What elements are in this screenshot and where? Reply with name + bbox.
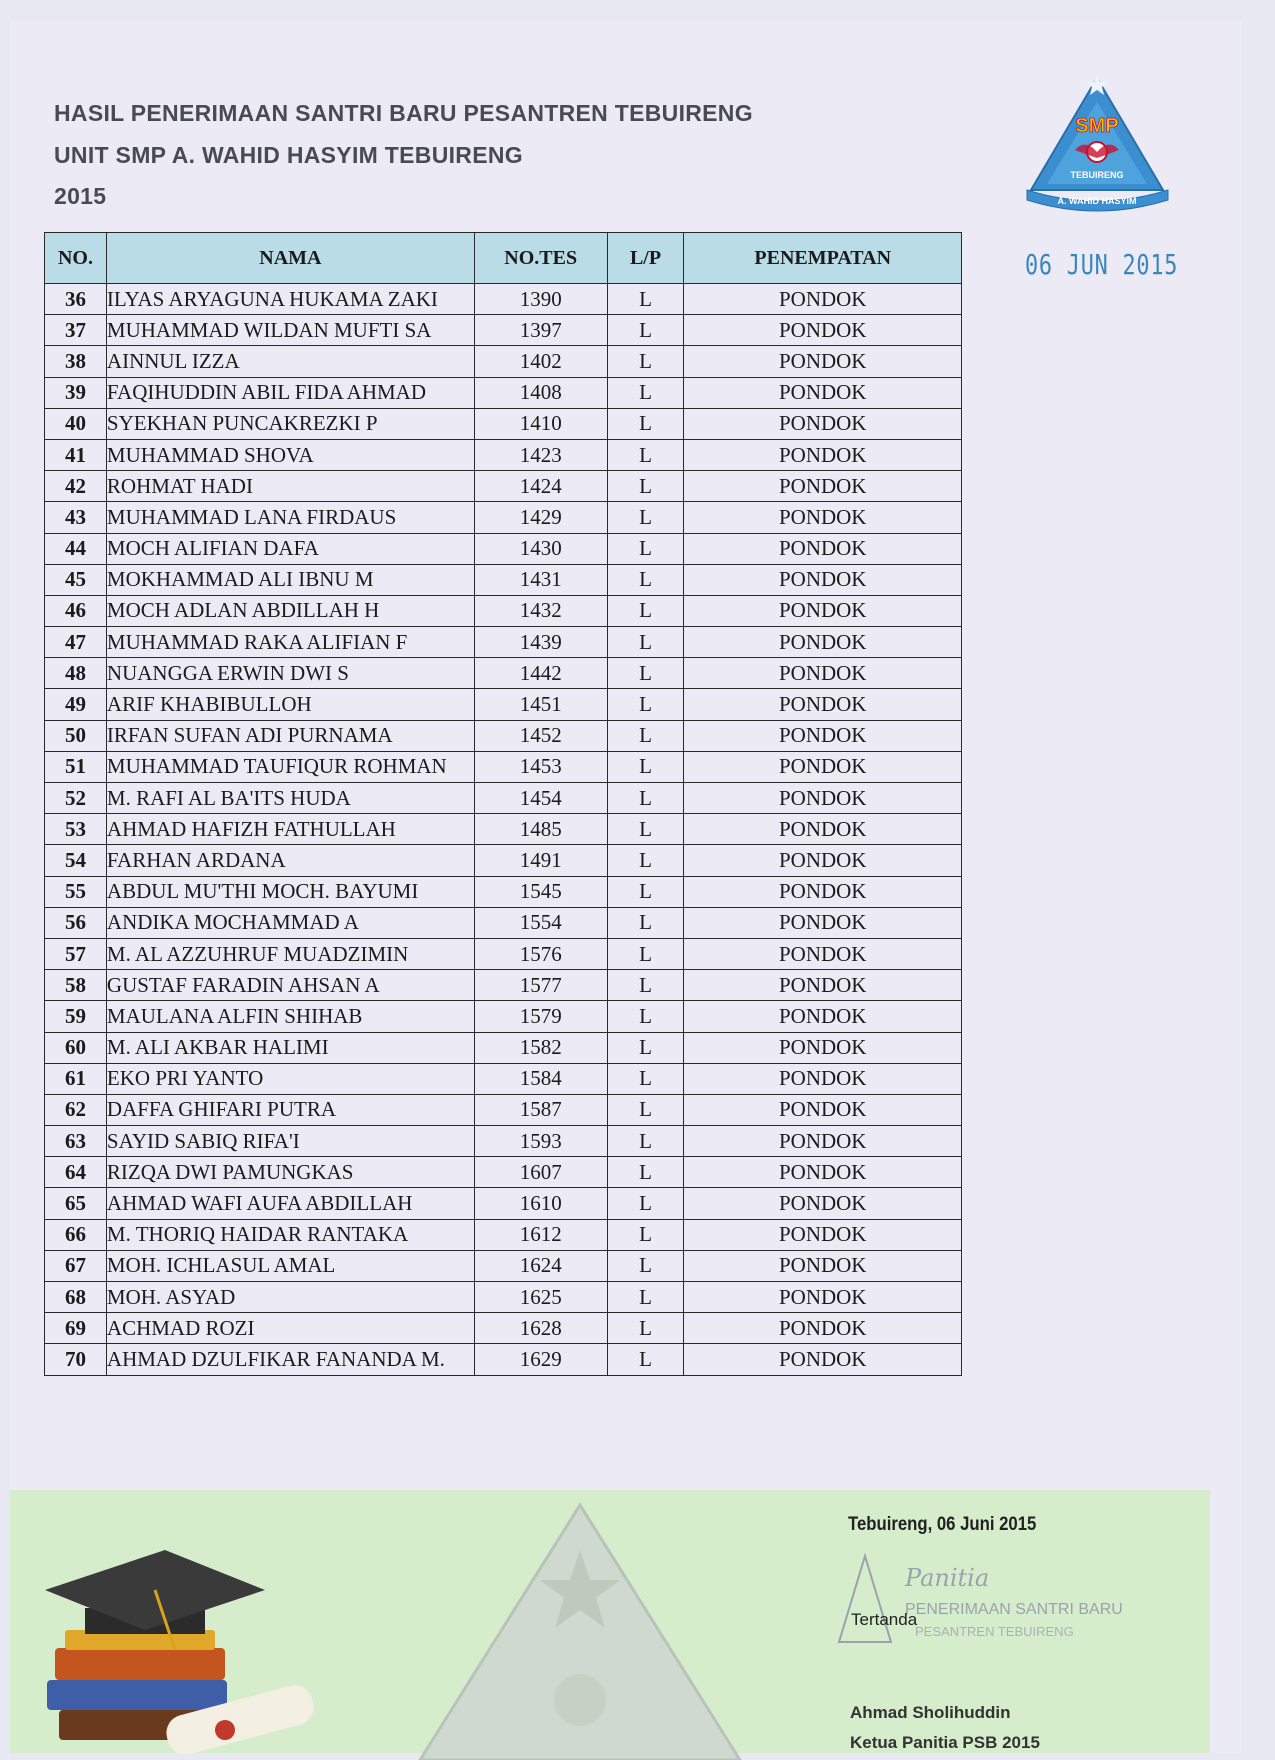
col-header-lp: L/P bbox=[607, 233, 684, 284]
placement: PONDOK bbox=[684, 689, 962, 720]
test-number: 1491 bbox=[474, 845, 607, 876]
student-name: AHMAD HAFIZH FATHULLAH bbox=[106, 814, 474, 845]
date-stamp: 06 JUN 2015 bbox=[1025, 248, 1179, 281]
row-number: 37 bbox=[45, 315, 107, 346]
placement: PONDOK bbox=[684, 595, 962, 626]
gender: L bbox=[607, 751, 684, 782]
test-number: 1454 bbox=[474, 783, 607, 814]
test-number: 1579 bbox=[474, 1001, 607, 1032]
test-number: 1612 bbox=[474, 1219, 607, 1250]
signature-label: Tertanda bbox=[851, 1610, 918, 1629]
placement: PONDOK bbox=[684, 377, 962, 408]
placement: PONDOK bbox=[684, 1001, 962, 1032]
gender: L bbox=[607, 876, 684, 907]
placement: PONDOK bbox=[684, 1188, 962, 1219]
placement: PONDOK bbox=[684, 751, 962, 782]
table-row bbox=[45, 970, 962, 1001]
row-number: 54 bbox=[45, 845, 107, 876]
table-row bbox=[45, 689, 962, 720]
books-graduation-illustration bbox=[25, 1530, 325, 1760]
row-number: 40 bbox=[45, 408, 107, 439]
test-number: 1442 bbox=[474, 658, 607, 689]
student-name: MUHAMMAD TAUFIQUR ROHMAN bbox=[106, 751, 474, 782]
student-name: ILYAS ARYAGUNA HUKAMA ZAKI bbox=[106, 284, 474, 315]
gender: L bbox=[607, 814, 684, 845]
gender: L bbox=[607, 1094, 684, 1125]
col-header-penempatan: PENEMPATAN bbox=[684, 233, 962, 284]
student-name: ROHMAT HADI bbox=[106, 471, 474, 502]
row-number: 41 bbox=[45, 439, 107, 470]
row-number: 66 bbox=[45, 1219, 107, 1250]
signer-role: Ketua Panitia PSB 2015 bbox=[850, 1733, 1040, 1752]
table-row bbox=[45, 751, 962, 782]
gender: L bbox=[607, 1126, 684, 1157]
table-row bbox=[45, 533, 962, 564]
placement: PONDOK bbox=[684, 627, 962, 658]
footer-banner bbox=[10, 1490, 1210, 1753]
placement: PONDOK bbox=[684, 1250, 962, 1281]
test-number: 1390 bbox=[474, 284, 607, 315]
test-number: 1431 bbox=[474, 564, 607, 595]
row-number: 59 bbox=[45, 1001, 107, 1032]
table-row bbox=[45, 346, 962, 377]
test-number: 1397 bbox=[474, 315, 607, 346]
table-row bbox=[45, 845, 962, 876]
document-subtitle: UNIT SMP A. WAHID HASYIM TEBUIRENG bbox=[54, 142, 523, 168]
student-name: M. ALI AKBAR HALIMI bbox=[106, 1032, 474, 1063]
placement: PONDOK bbox=[684, 284, 962, 315]
row-number: 63 bbox=[45, 1126, 107, 1157]
col-header-no: NO. bbox=[45, 233, 107, 284]
placement: PONDOK bbox=[684, 502, 962, 533]
row-number: 69 bbox=[45, 1313, 107, 1344]
placement: PONDOK bbox=[684, 876, 962, 907]
gender: L bbox=[607, 1001, 684, 1032]
placement: PONDOK bbox=[684, 845, 962, 876]
row-number: 62 bbox=[45, 1094, 107, 1125]
student-name: FAQIHUDDIN ABIL FIDA AHMAD bbox=[106, 377, 474, 408]
row-number: 55 bbox=[45, 876, 107, 907]
test-number: 1453 bbox=[474, 751, 607, 782]
test-number: 1432 bbox=[474, 595, 607, 626]
gender: L bbox=[607, 1157, 684, 1188]
row-number: 60 bbox=[45, 1032, 107, 1063]
placement: PONDOK bbox=[684, 1313, 962, 1344]
student-name: NUANGGA ERWIN DWI S bbox=[106, 658, 474, 689]
col-header-nama: NAMA bbox=[106, 233, 474, 284]
row-number: 61 bbox=[45, 1063, 107, 1094]
placement: PONDOK bbox=[684, 315, 962, 346]
placement: PONDOK bbox=[684, 564, 962, 595]
placement: PONDOK bbox=[684, 1063, 962, 1094]
table-row bbox=[45, 1032, 962, 1063]
col-header-notes: NO.TES bbox=[474, 233, 607, 284]
test-number: 1587 bbox=[474, 1094, 607, 1125]
table-row bbox=[45, 284, 962, 315]
gender: L bbox=[607, 1344, 684, 1375]
row-number: 70 bbox=[45, 1344, 107, 1375]
table-row bbox=[45, 1188, 962, 1219]
document-year: 2015 bbox=[54, 183, 107, 209]
table-row bbox=[45, 1157, 962, 1188]
table-row bbox=[45, 1001, 962, 1032]
signature-place-date: Tebuireng, 06 Juni 2015 bbox=[848, 1514, 1037, 1535]
student-name: MUHAMMAD RAKA ALIFIAN F bbox=[106, 627, 474, 658]
test-number: 1545 bbox=[474, 876, 607, 907]
table-row bbox=[45, 814, 962, 845]
placement: PONDOK bbox=[684, 658, 962, 689]
student-name: MOCH ALIFIAN DAFA bbox=[106, 533, 474, 564]
placement: PONDOK bbox=[684, 1126, 962, 1157]
gender: L bbox=[607, 564, 684, 595]
gender: L bbox=[607, 408, 684, 439]
gender: L bbox=[607, 377, 684, 408]
gender: L bbox=[607, 970, 684, 1001]
test-number: 1452 bbox=[474, 720, 607, 751]
student-name: M. RAFI AL BA'ITS HUDA bbox=[106, 783, 474, 814]
placement: PONDOK bbox=[684, 1094, 962, 1125]
row-number: 53 bbox=[45, 814, 107, 845]
placement: PONDOK bbox=[684, 970, 962, 1001]
table-row bbox=[45, 595, 962, 626]
gender: L bbox=[607, 346, 684, 377]
test-number: 1423 bbox=[474, 439, 607, 470]
table-row bbox=[45, 720, 962, 751]
gender: L bbox=[607, 907, 684, 938]
student-name: ACHMAD ROZI bbox=[106, 1313, 474, 1344]
student-name: ARIF KHABIBULLOH bbox=[106, 689, 474, 720]
table-row bbox=[45, 1313, 962, 1344]
table-row bbox=[45, 315, 962, 346]
row-number: 56 bbox=[45, 907, 107, 938]
gender: L bbox=[607, 845, 684, 876]
test-number: 1554 bbox=[474, 907, 607, 938]
placement: PONDOK bbox=[684, 346, 962, 377]
row-number: 52 bbox=[45, 783, 107, 814]
student-name: IRFAN SUFAN ADI PURNAMA bbox=[106, 720, 474, 751]
row-number: 36 bbox=[45, 284, 107, 315]
gender: L bbox=[607, 439, 684, 470]
row-number: 64 bbox=[45, 1157, 107, 1188]
test-number: 1424 bbox=[474, 471, 607, 502]
row-number: 68 bbox=[45, 1282, 107, 1313]
table-row bbox=[45, 1094, 962, 1125]
placement: PONDOK bbox=[684, 1344, 962, 1375]
table-body bbox=[45, 284, 962, 1376]
placement: PONDOK bbox=[684, 439, 962, 470]
student-name: ABDUL MU'THI MOCH. BAYUMI bbox=[106, 876, 474, 907]
logo-top-text: SMP bbox=[1075, 115, 1119, 137]
gender: L bbox=[607, 938, 684, 969]
student-name: SYEKHAN PUNCAKREZKI P bbox=[106, 408, 474, 439]
test-number: 1593 bbox=[474, 1126, 607, 1157]
test-number: 1624 bbox=[474, 1250, 607, 1281]
gender: L bbox=[607, 471, 684, 502]
test-number: 1576 bbox=[474, 938, 607, 969]
row-number: 67 bbox=[45, 1250, 107, 1281]
placement: PONDOK bbox=[684, 938, 962, 969]
test-number: 1607 bbox=[474, 1157, 607, 1188]
student-name: MUHAMMAD SHOVA bbox=[106, 439, 474, 470]
row-number: 44 bbox=[45, 533, 107, 564]
gender: L bbox=[607, 1188, 684, 1219]
table-row bbox=[45, 1126, 962, 1157]
gender: L bbox=[607, 627, 684, 658]
student-name: ANDIKA MOCHAMMAD A bbox=[106, 907, 474, 938]
gender: L bbox=[607, 1313, 684, 1344]
student-name: FARHAN ARDANA bbox=[106, 845, 474, 876]
placement: PONDOK bbox=[684, 720, 962, 751]
placement: PONDOK bbox=[684, 408, 962, 439]
student-name: MOKHAMMAD ALI IBNU M bbox=[106, 564, 474, 595]
gender: L bbox=[607, 595, 684, 626]
placement: PONDOK bbox=[684, 1219, 962, 1250]
placement: PONDOK bbox=[684, 783, 962, 814]
table-row bbox=[45, 471, 962, 502]
table-row bbox=[45, 1344, 962, 1375]
student-name: MOCH ADLAN ABDILLAH H bbox=[106, 595, 474, 626]
table-row bbox=[45, 1282, 962, 1313]
test-number: 1430 bbox=[474, 533, 607, 564]
placement: PONDOK bbox=[684, 1157, 962, 1188]
logo-watermark bbox=[410, 1500, 750, 1760]
table-row bbox=[45, 1219, 962, 1250]
student-name: M. THORIQ HAIDAR RANTAKA bbox=[106, 1219, 474, 1250]
student-table bbox=[44, 232, 962, 1376]
row-number: 48 bbox=[45, 658, 107, 689]
student-name: MOH. ICHLASUL AMAL bbox=[106, 1250, 474, 1281]
test-number: 1577 bbox=[474, 970, 607, 1001]
row-number: 65 bbox=[45, 1188, 107, 1219]
test-number: 1584 bbox=[474, 1063, 607, 1094]
student-name: AHMAD WAFI AUFA ABDILLAH bbox=[106, 1188, 474, 1219]
test-number: 1625 bbox=[474, 1282, 607, 1313]
row-number: 42 bbox=[45, 471, 107, 502]
stamp-line-1: Panitia bbox=[905, 1564, 990, 1592]
table-row bbox=[45, 938, 962, 969]
placement: PONDOK bbox=[684, 907, 962, 938]
gender: L bbox=[607, 1032, 684, 1063]
row-number: 58 bbox=[45, 970, 107, 1001]
row-number: 45 bbox=[45, 564, 107, 595]
row-number: 38 bbox=[45, 346, 107, 377]
test-number: 1408 bbox=[474, 377, 607, 408]
test-number: 1439 bbox=[474, 627, 607, 658]
student-name: MOH. ASYAD bbox=[106, 1282, 474, 1313]
table-row bbox=[45, 377, 962, 408]
row-number: 57 bbox=[45, 938, 107, 969]
row-number: 39 bbox=[45, 377, 107, 408]
committee-stamp bbox=[835, 1552, 1123, 1652]
test-number: 1429 bbox=[474, 502, 607, 533]
test-number: 1410 bbox=[474, 408, 607, 439]
table-header-row bbox=[45, 233, 962, 284]
gender: L bbox=[607, 315, 684, 346]
student-name: M. AL AZZUHRUF MUADZIMIN bbox=[106, 938, 474, 969]
student-name: EKO PRI YANTO bbox=[106, 1063, 474, 1094]
placement: PONDOK bbox=[684, 814, 962, 845]
test-number: 1582 bbox=[474, 1032, 607, 1063]
placement: PONDOK bbox=[684, 471, 962, 502]
stamp-line-3: PESANTREN TEBUIRENG bbox=[915, 1624, 1074, 1639]
table-row bbox=[45, 1250, 962, 1281]
school-logo bbox=[1025, 72, 1170, 212]
table-row bbox=[45, 876, 962, 907]
gender: L bbox=[607, 689, 684, 720]
row-number: 47 bbox=[45, 627, 107, 658]
test-number: 1629 bbox=[474, 1344, 607, 1375]
student-name: AHMAD DZULFIKAR FANANDA M. bbox=[106, 1344, 474, 1375]
test-number: 1402 bbox=[474, 346, 607, 377]
student-name: RIZQA DWI PAMUNGKAS bbox=[106, 1157, 474, 1188]
row-number: 50 bbox=[45, 720, 107, 751]
gender: L bbox=[607, 658, 684, 689]
test-number: 1451 bbox=[474, 689, 607, 720]
row-number: 51 bbox=[45, 751, 107, 782]
placement: PONDOK bbox=[684, 533, 962, 564]
student-name: DAFFA GHIFARI PUTRA bbox=[106, 1094, 474, 1125]
gender: L bbox=[607, 1282, 684, 1313]
gender: L bbox=[607, 1250, 684, 1281]
row-number: 46 bbox=[45, 595, 107, 626]
signer-name: Ahmad Sholihuddin bbox=[850, 1703, 1011, 1722]
gender: L bbox=[607, 720, 684, 751]
table-row bbox=[45, 564, 962, 595]
student-name: MUHAMMAD WILDAN MUFTI SA bbox=[106, 315, 474, 346]
logo-middle-text: TEBUIRENG bbox=[1070, 170, 1124, 180]
table-row bbox=[45, 502, 962, 533]
test-number: 1610 bbox=[474, 1188, 607, 1219]
gender: L bbox=[607, 1219, 684, 1250]
gender: L bbox=[607, 284, 684, 315]
row-number: 49 bbox=[45, 689, 107, 720]
table-row bbox=[45, 1063, 962, 1094]
table-row bbox=[45, 658, 962, 689]
placement: PONDOK bbox=[684, 1282, 962, 1313]
test-number: 1485 bbox=[474, 814, 607, 845]
gender: L bbox=[607, 502, 684, 533]
table-row bbox=[45, 408, 962, 439]
stamp-line-2: PENERIMAAN SANTRI BARU bbox=[905, 1601, 1123, 1618]
student-name: MAULANA ALFIN SHIHAB bbox=[106, 1001, 474, 1032]
gender: L bbox=[607, 1063, 684, 1094]
document-title: HASIL PENERIMAAN SANTRI BARU PESANTREN TEBUIRENG bbox=[54, 100, 753, 126]
student-name: GUSTAF FARADIN AHSAN A bbox=[106, 970, 474, 1001]
gender: L bbox=[607, 783, 684, 814]
logo-ribbon-text: A. WAHID HASYIM bbox=[1057, 196, 1137, 206]
placement: PONDOK bbox=[684, 1032, 962, 1063]
gender: L bbox=[607, 533, 684, 564]
table-row bbox=[45, 627, 962, 658]
row-number: 43 bbox=[45, 502, 107, 533]
test-number: 1628 bbox=[474, 1313, 607, 1344]
table-row bbox=[45, 907, 962, 938]
table-row bbox=[45, 783, 962, 814]
student-name: AINNUL IZZA bbox=[106, 346, 474, 377]
table-row bbox=[45, 439, 962, 470]
student-name: SAYID SABIQ RIFA'I bbox=[106, 1126, 474, 1157]
student-name: MUHAMMAD LANA FIRDAUS bbox=[106, 502, 474, 533]
